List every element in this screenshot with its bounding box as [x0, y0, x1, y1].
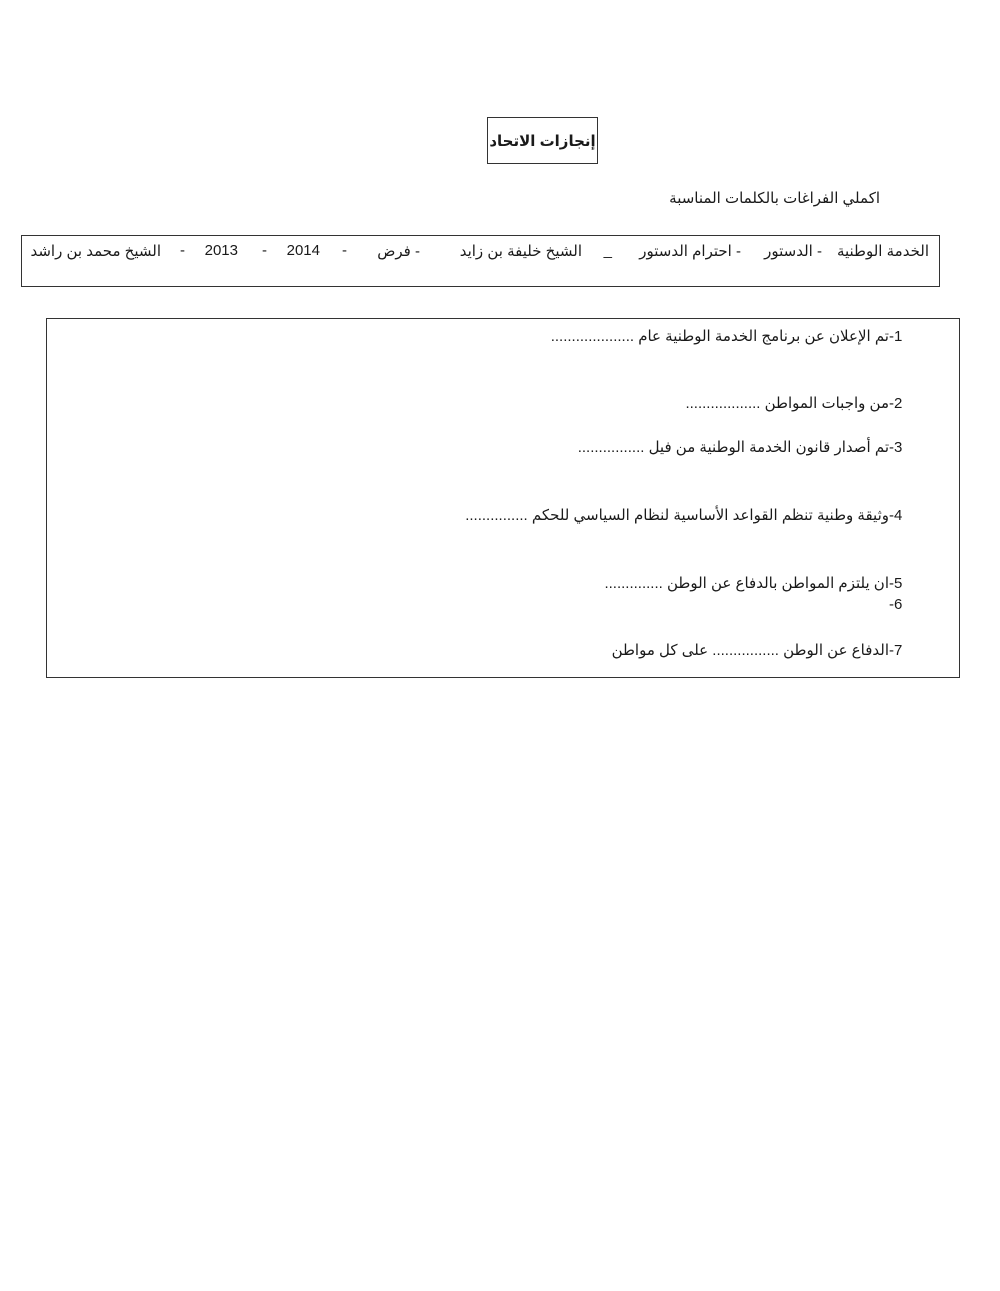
question-item	[465, 506, 919, 524]
question-item	[551, 327, 919, 345]
word-bank-item: الشيخ محمد بن راشد	[30, 243, 161, 260]
word-bank-item: -	[342, 242, 347, 259]
word-bank-item: - الدستور	[764, 243, 822, 260]
question-text: ان يلتزم المواطن بالدفاع عن الوطن ..............	[604, 575, 889, 592]
word-bank-item: -	[262, 242, 267, 259]
question-text: من واجبات المواطن ..................	[685, 395, 889, 412]
word-bank-item: 2014	[286, 242, 320, 259]
word-bank-item: الشيخ خليفة بن زايد	[459, 243, 582, 260]
word-bank-item: الخدمة الوطنية	[836, 243, 929, 260]
page-title	[487, 117, 598, 164]
word-bank	[21, 235, 940, 287]
question-number: -6	[889, 596, 903, 613]
question-item	[685, 394, 919, 412]
question-text: تم الإعلان عن برنامج الخدمة الوطنية عام ....................	[550, 328, 889, 345]
question-item	[578, 438, 919, 456]
question-text: تم أصدار قانون الخدمة الوطنية من فيل ................	[577, 439, 889, 456]
word-bank-item: - فرض	[377, 243, 420, 260]
word-bank-item: -	[180, 242, 185, 259]
word-bank-item: - احترام الدستور	[639, 243, 741, 260]
question-item	[889, 596, 919, 613]
question-number: -4	[889, 507, 903, 524]
question-number: -5	[889, 575, 903, 592]
question-item	[612, 641, 919, 659]
question-text: الدفاع عن الوطن ................ على كل مواطن	[611, 642, 889, 659]
question-text: وثيقة وطنية تنظم القواعد الأساسية لنظام السياسي للحكم ...............	[465, 507, 889, 524]
word-bank-item: _	[603, 242, 612, 259]
word-bank-item: 2013	[204, 242, 238, 259]
question-number: -1	[889, 328, 903, 345]
question-number: -7	[889, 642, 903, 659]
questions-box	[46, 318, 960, 678]
instruction-text: اكملي الفراغات بالكلمات المناسبة	[669, 190, 880, 207]
question-item	[604, 574, 919, 592]
question-number: -2	[889, 395, 903, 412]
question-number: -3	[889, 439, 903, 456]
page-title-text: إنجازات الاتحاد	[489, 132, 596, 150]
